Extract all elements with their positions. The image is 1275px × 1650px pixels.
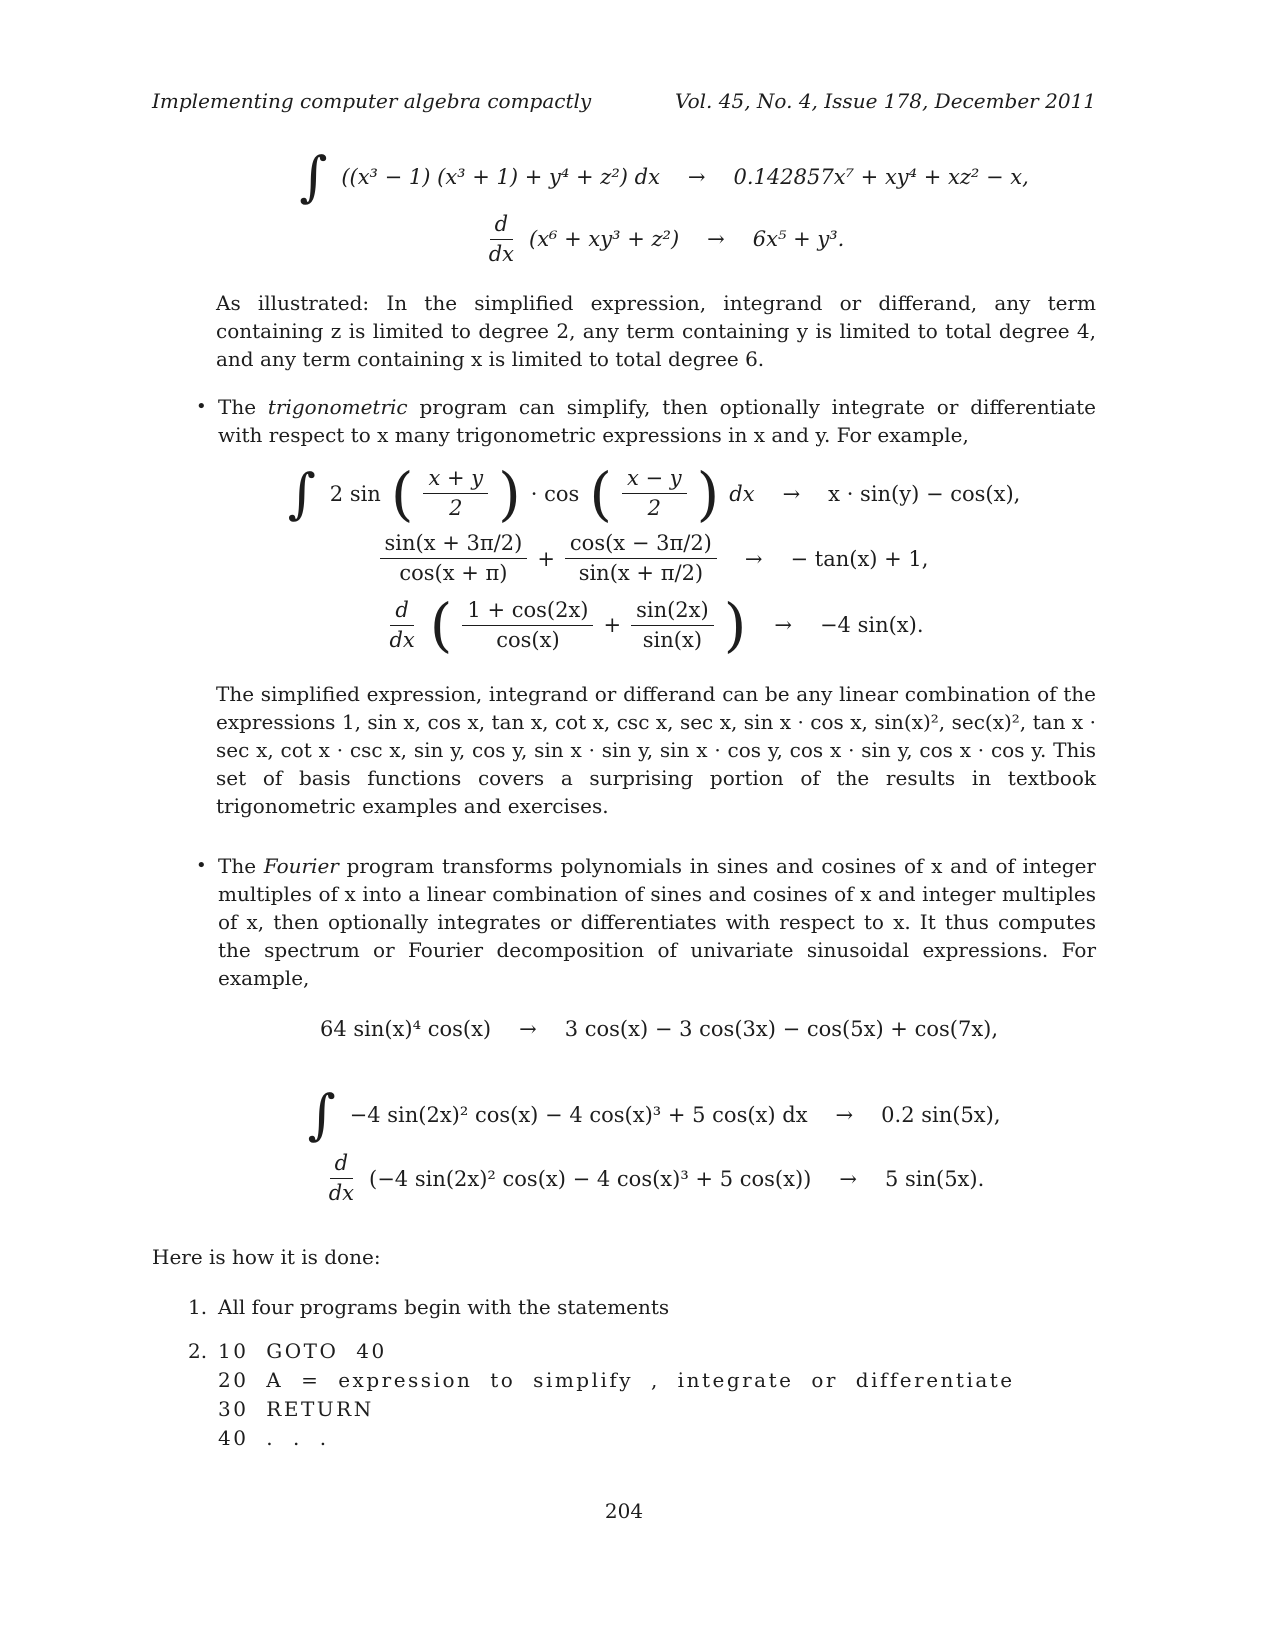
equation-block-polynomial <box>152 145 1096 267</box>
code-line-20: 20 A = expression to simplify , integrate or differentiate <box>218 1367 1015 1392</box>
right-paren: ) <box>696 459 720 528</box>
d-dx-operator: $\frac{d}{dx}$ <box>328 1151 354 1206</box>
plus-sign: + <box>603 613 622 638</box>
dx-term: dx <box>729 481 755 506</box>
list-item-1-text: All four programs begin with the statements <box>218 1294 670 1319</box>
list-item-1 <box>152 1293 1096 1321</box>
coefficient-term: 2 sin <box>329 481 381 506</box>
integral-sign: ∫ <box>299 145 328 208</box>
left-paren: ( <box>429 591 453 660</box>
d-dx-operator: $\frac{d}{dx}$ <box>389 597 415 652</box>
page-header <box>152 88 1096 115</box>
trig-derivative-result: −4 sin(x). <box>819 613 924 638</box>
maps-to-arrow: → <box>687 165 706 190</box>
list-number: 1. <box>188 1294 208 1319</box>
fraction-sin-over-cos: $\frac{\sin(x + 3\pi/2)}{\cos(x + \pi)}$ <box>380 531 528 586</box>
equation-trig-integral <box>212 459 1096 528</box>
fourier-rhs: 3 cos(x) − 3 cos(3x) − cos(5x) + cos(7x), <box>564 1017 999 1042</box>
code-line-40: 40 . . . <box>218 1425 329 1450</box>
bullet-fourier-text: The Fourier program transforms polynomials in sines and cosines of x and of integer multiples of x into a linear combination of sines and cosines of x and integer multiples of x, then optionally integrates or differentiates with respect to x. It thus computes the spectrum or Fourier decomposition of univariate sinusoidal expressions. For example, <box>218 854 1096 991</box>
right-paren: ) <box>723 591 747 660</box>
running-title: Implementing computer algebra compactly <box>152 89 592 113</box>
list-item-2 <box>152 1337 1096 1453</box>
paragraph-degree-limits: As illustrated: In the simplified expression, integrand or differand, any term containing z is limited to degree 2, any term containing y is limited to total degree 4, and any term containing x is limited to total degree 6. <box>216 290 1096 371</box>
maps-to-arrow: → <box>835 1102 854 1127</box>
d-dx-operator: $\frac{d}{dx}$ <box>488 211 514 266</box>
integral-result: 0.142857x⁷ + xy⁴ + xz² − x, <box>733 165 1029 190</box>
fourier-derivative-result: 5 sin(5x). <box>884 1166 985 1191</box>
fraction-sin2x-over-sinx: $\frac{\sin(2x)}{\sin(x)}$ <box>631 598 714 653</box>
paragraph-basis-functions: The simplified expression, integrand or differand can be any linear combination of the expressions 1, sin x, cos x, tan x, cot x, csc x, sec x, sin x · cos x, sin(x)², sec(x)², tan x · sec x, cot x · csc x, sin y, cos y, sin x · sin y, sin x · cos y, cos x · sin y, cos x · cos y. This set of basis functions covers a surprising portion of the results in textbook trigonometric examples and exercises. <box>216 682 1096 819</box>
trig-integral-result: x · sin(y) − cos(x), <box>828 481 1021 506</box>
left-paren: ( <box>390 459 414 528</box>
journal-volume-info: Vol. 45, No. 4, Issue 178, December 2011 <box>675 89 1096 113</box>
program-name-trigonometric: trigonometric <box>267 394 408 419</box>
fraction-cos-over-sin: $\frac{\cos(x - 3\pi/2)}{\sin(x + \pi/2)}$ <box>565 531 717 586</box>
howto-intro: Here is how it is done: <box>152 1244 381 1269</box>
basic-code-listing <box>218 1337 1096 1453</box>
bullet-trigonometric-program <box>152 393 1096 449</box>
maps-to-arrow: → <box>707 227 725 252</box>
equation-trig-simplify <box>212 531 1096 586</box>
integrand-expression: ((x³ − 1) (x³ + 1) + y⁴ + z²) dx <box>341 165 660 190</box>
maps-to-arrow: → <box>744 546 763 571</box>
fourier-differand: (−4 sin(2x)² cos(x) − 4 cos(x)³ + 5 cos(x)) <box>369 1166 812 1191</box>
fourier-integral-result: 0.2 sin(5x), <box>881 1102 1001 1127</box>
program-name-fourier: Fourier <box>263 854 339 879</box>
fraction-x-minus-y-over-2: $\frac{x - y}{2}$ <box>622 466 687 521</box>
right-paren: ) <box>498 459 521 528</box>
equation-polynomial-integral <box>232 145 1096 208</box>
code-line-10: 10 GOTO 40 <box>218 1338 387 1363</box>
equation-trig-derivative <box>212 591 1096 660</box>
integral-sign: ∫ <box>307 1082 336 1146</box>
page-number: 204 <box>604 1498 644 1523</box>
list-number: 2. <box>188 1338 208 1363</box>
differand-expression: (x⁶ + xy³ + z²) <box>529 227 680 252</box>
left-paren: ( <box>589 459 612 528</box>
code-line-30: 30 RETURN <box>218 1396 374 1421</box>
fourier-integrand: −4 sin(2x)² cos(x) − 4 cos(x)³ + 5 cos(x) dx <box>349 1102 808 1127</box>
fraction-one-plus-cos2x: $\frac{1 + \cos(2x)}{\cos(x)}$ <box>462 598 593 653</box>
bullet-marker: • <box>196 395 207 417</box>
maps-to-arrow: → <box>519 1017 537 1042</box>
fourier-lhs: 64 sin(x)⁴ cos(x) <box>319 1017 492 1042</box>
bullet-marker: • <box>196 855 207 877</box>
equation-fourier-spectrum <box>152 1016 1096 1042</box>
maps-to-arrow: → <box>782 481 801 506</box>
equation-block-trigonometric <box>152 459 1096 660</box>
derivative-result: 6x⁵ + y³. <box>752 227 845 252</box>
plus-sign: + <box>537 546 555 571</box>
equation-block-fourier <box>152 1082 1096 1207</box>
maps-to-arrow: → <box>839 1166 857 1191</box>
equation-fourier-derivative <box>212 1151 1096 1206</box>
maps-to-arrow: → <box>774 613 792 638</box>
bullet-trigonometric-text: The trigonometric program can simplify, then optionally integrate or differentiate with respect to x many trigonometric expressions in x and y. For example, <box>218 394 1096 447</box>
equation-fourier-integral <box>212 1082 1096 1146</box>
bullet-fourier-program <box>152 852 1096 992</box>
cos-factor: · cos <box>530 481 580 506</box>
fraction-x-plus-y-over-2: $\frac{x + y}{2}$ <box>423 466 488 521</box>
trig-simplify-result: − tan(x) + 1, <box>790 546 929 571</box>
integral-sign: ∫ <box>287 461 316 525</box>
equation-polynomial-derivative <box>232 212 1096 267</box>
